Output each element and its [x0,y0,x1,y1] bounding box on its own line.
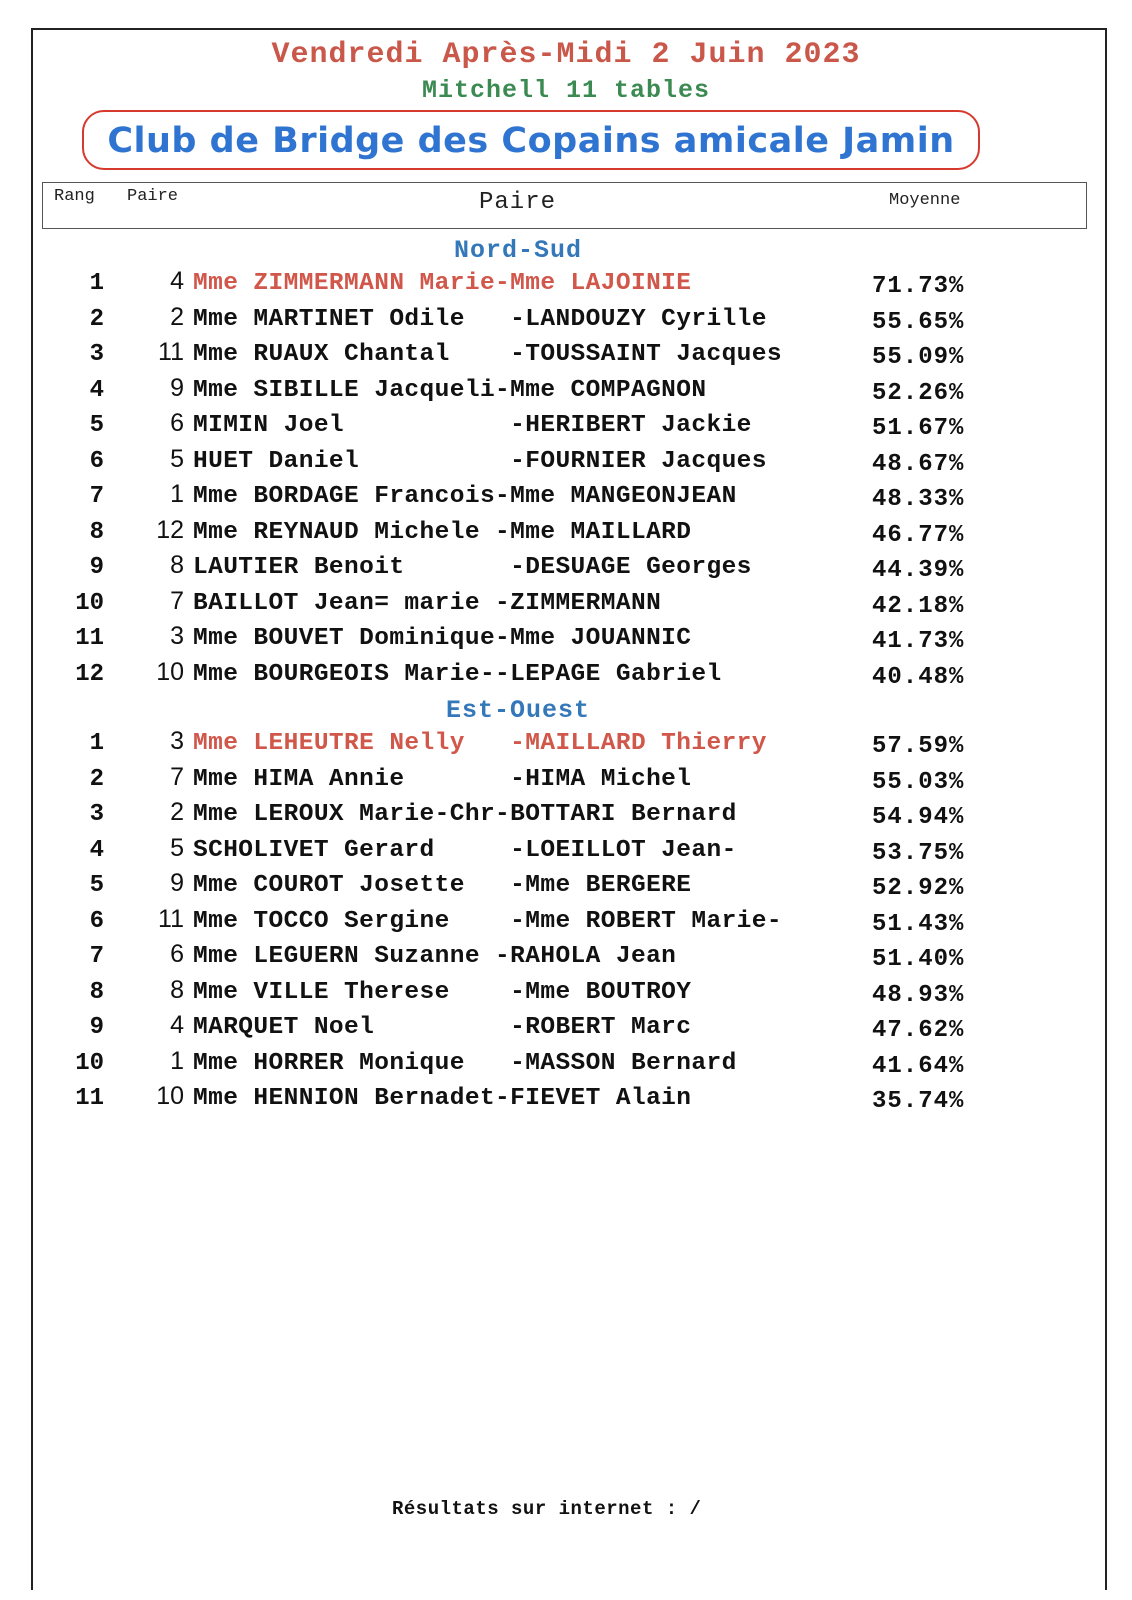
rank-cell: 7 [89,943,104,970]
rank-cell: 8 [89,978,104,1006]
pair-number-cell: 2 [170,798,184,826]
average-cell: 52.92% [872,875,965,902]
pair-names-cell: Mme SIBILLE Jacqueli-Mme COMPAGNON [193,376,707,404]
average-cell: 55.09% [872,344,965,371]
pair-number-cell: 2 [170,302,184,331]
pair-names-cell: Mme HORRER Monique -MASSON Bernard [193,1049,737,1077]
pair-number-cell: 6 [170,409,184,437]
pair-names-cell: Mme TOCCO Sergine -Mme ROBERT Marie- [193,907,782,935]
average-cell: 48.33% [872,486,965,513]
pair-number-cell: 5 [170,444,184,473]
pair-names-cell: HUET Daniel -FOURNIER Jacques [193,447,767,475]
footer-note: Résultats sur internet : / [392,1498,702,1520]
result-row [0,267,1132,305]
average-cell: 51.43% [872,910,965,938]
club-name: Club de Bridge des Copains amicale Jamin [107,121,955,161]
pair-number-cell: 11 [158,338,184,366]
rank-cell: 4 [89,376,104,404]
section-title: Est-Ouest [445,696,591,725]
rank-cell: 5 [89,872,104,899]
pair-names-cell: MIMIN Joel -HERIBERT Jackie [193,412,752,439]
average-cell: 57.59% [872,733,965,760]
rank-cell: 11 [75,625,104,652]
average-cell: 48.67% [872,450,965,478]
result-row [0,622,1132,660]
pair-names-cell: Mme BORDAGE Francois-Mme MANGEONJEAN [193,483,737,510]
header-paire-number: Paire [127,187,179,206]
header-moyenne: Moyenne [889,191,961,210]
pair-number-cell: 10 [156,657,184,686]
column-header [42,182,1087,229]
page-subtitle: Mitchell 11 tables [421,76,711,105]
pair-number-cell: 9 [170,869,184,897]
result-row [0,657,1132,696]
average-cell: 55.03% [872,768,965,796]
pair-names-cell: Mme HENNION Bernadet-FIEVET Alain [193,1085,692,1112]
pair-number-cell: 4 [170,1011,184,1039]
rank-cell: 9 [89,1014,104,1041]
result-row [0,1082,1132,1120]
pair-names-cell: Mme HIMA Annie -HIMA Michel [193,765,692,793]
result-row [0,798,1132,836]
average-cell: 53.75% [872,839,965,867]
pair-names-cell: SCHOLIVET Gerard -LOEILLOT Jean- [193,836,737,864]
pair-names-cell: Mme ZIMMERMANN Marie-Mme LAJOINIE [193,270,692,297]
rank-cell: 1 [89,730,104,757]
pair-number-cell: 3 [170,727,184,755]
result-row [0,975,1132,1014]
rank-cell: 8 [89,518,104,546]
result-row [0,869,1132,907]
average-cell: 46.77% [872,521,965,549]
pair-number-cell: 1 [170,480,184,508]
result-row [0,833,1132,872]
rank-cell: 5 [89,412,104,439]
pair-names-cell: Mme BOUVET Dominique-Mme JOUANNIC [193,625,692,652]
rank-cell: 6 [89,447,104,475]
average-cell: 41.73% [872,628,965,655]
pair-number-cell: 3 [170,622,184,650]
pair-number-cell: 12 [156,515,184,544]
result-row [0,904,1132,943]
average-cell: 48.93% [872,981,965,1009]
average-cell: 52.26% [872,379,965,407]
rank-cell: 10 [75,1049,104,1077]
result-row [0,940,1132,978]
average-cell: 54.94% [872,804,965,831]
pair-number-cell: 10 [156,1082,184,1110]
header-rang: Rang [54,187,95,206]
header-paire: Paire [479,189,557,216]
rank-cell: 1 [89,270,104,297]
pair-names-cell: Mme LEGUERN Suzanne -RAHOLA Jean [193,943,677,970]
page-title: Vendredi Après-Midi 2 Juin 2023 [271,38,861,72]
average-cell: 71.73% [872,273,965,300]
result-row [0,515,1132,554]
result-row [0,480,1132,518]
rank-cell: 2 [89,765,104,793]
pair-names-cell: Mme MARTINET Odile -LANDOUZY Cyrille [193,305,767,333]
result-row [0,727,1132,765]
pair-number-cell: 5 [170,833,184,862]
result-row [0,302,1132,341]
pair-names-cell: Mme REYNAUD Michele -Mme MAILLARD [193,518,692,546]
pair-names-cell: Mme RUAUX Chantal -TOUSSAINT Jacques [193,341,782,368]
pair-names-cell: Mme COUROT Josette -Mme BERGERE [193,872,692,899]
pair-names-cell: Mme LEROUX Marie-Chr-BOTTARI Bernard [193,801,737,828]
result-row [0,551,1132,589]
rank-cell: 2 [89,305,104,333]
average-cell: 47.62% [872,1017,965,1044]
club-banner [82,110,980,170]
pair-names-cell: Mme LEHEUTRE Nelly -MAILLARD Thierry [193,730,767,757]
rank-cell: 7 [89,483,104,510]
pair-number-cell: 8 [170,551,184,579]
pair-number-cell: 1 [170,1046,184,1075]
pair-names-cell: Mme VILLE Therese -Mme BOUTROY [193,978,692,1006]
rank-cell: 11 [75,1085,104,1112]
rank-cell: 3 [89,341,104,368]
result-row [0,338,1132,376]
result-row [0,444,1132,483]
rank-cell: 4 [89,836,104,864]
pair-number-cell: 9 [170,373,184,402]
result-row [0,586,1132,625]
result-row [0,373,1132,412]
pair-names-cell: LAUTIER Benoit -DESUAGE Georges [193,554,752,581]
average-cell: 44.39% [872,557,965,584]
pair-number-cell: 6 [170,940,184,968]
pair-names-cell: MARQUET Noel -ROBERT Marc [193,1014,692,1041]
pair-number-cell: 4 [170,267,184,295]
average-cell: 51.40% [872,946,965,973]
result-row [0,1011,1132,1049]
rank-cell: 10 [75,589,104,617]
rank-cell: 9 [89,554,104,581]
average-cell: 40.48% [872,663,965,691]
average-cell: 35.74% [872,1088,965,1115]
pair-number-cell: 7 [170,586,184,615]
average-cell: 42.18% [872,592,965,620]
average-cell: 51.67% [872,415,965,442]
pair-names-cell: BAILLOT Jean= marie -ZIMMERMANN [193,589,662,617]
pair-number-cell: 7 [170,762,184,791]
average-cell: 55.65% [872,308,965,336]
pair-number-cell: 11 [158,904,184,933]
result-row [0,409,1132,447]
rank-cell: 12 [75,660,104,688]
average-cell: 41.64% [872,1052,965,1080]
pair-names-cell: Mme BOURGEOIS Marie--LEPAGE Gabriel [193,660,722,688]
pair-number-cell: 8 [170,975,184,1004]
rank-cell: 6 [89,907,104,935]
rank-cell: 3 [89,801,104,828]
section-title: Nord-Sud [453,236,583,265]
result-row [0,1046,1132,1085]
result-row [0,762,1132,801]
